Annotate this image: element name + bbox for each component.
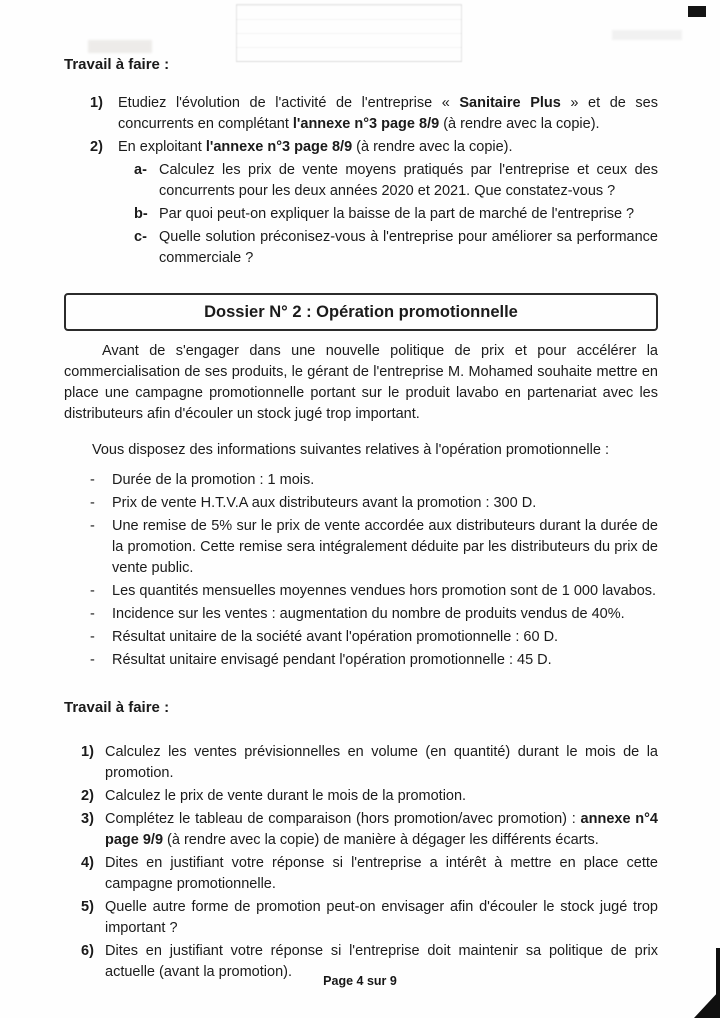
list-item — [90, 93, 658, 135]
list-item-text — [112, 627, 658, 648]
list-item-text — [105, 742, 658, 784]
list-item — [134, 227, 658, 269]
text-run: Par quoi peut-on expliquer la baisse de la part de marché de l'entreprise ? — [159, 206, 635, 222]
text-run: Quelle autre forme de promotion peut-on envisager afin d'écouler le stock jugé trop important ? — [105, 899, 658, 936]
list-item — [90, 650, 658, 671]
list-marker: 1) — [90, 95, 103, 111]
text-run: (à rendre avec la copie). — [352, 139, 513, 155]
list-item — [90, 516, 658, 579]
page-footer: Page 4 sur 9 — [323, 974, 397, 988]
dossier-2-title-box — [64, 293, 658, 331]
list-marker: - — [90, 495, 95, 511]
text-run: Durée de la promotion : 1 mois. — [112, 472, 315, 488]
list-item-text — [159, 160, 658, 202]
list-item-text — [112, 581, 658, 602]
text-run: Prix de vente H.T.V.A aux distributeurs avant la promotion : 300 D. — [112, 495, 537, 511]
text-run: Calculez le prix de vente durant le mois de la promotion. — [105, 788, 467, 804]
text-run: En exploitant — [118, 139, 206, 155]
text-run: Les quantités mensuelles moyennes vendues hors promotion sont de 1 000 lavabos. — [112, 583, 657, 599]
text-run: » et de ses concurrents en complétant — [118, 95, 658, 132]
text-run: annexe n°4 page 9/9 — [105, 811, 658, 848]
page-content — [64, 54, 658, 985]
list-marker: - — [90, 652, 95, 668]
list-marker: - — [90, 629, 95, 645]
list-item-text — [112, 604, 658, 625]
list-item — [90, 627, 658, 648]
text-run: Quelle solution préconisez-vous à l'entreprise pour améliorer sa performance commerciale ? — [159, 229, 658, 266]
text-run: Sanitaire Plus — [459, 95, 561, 111]
text-run: (à rendre avec la copie) de manière à dégager les différents écarts. — [163, 832, 599, 848]
list-marker: 5) — [81, 899, 94, 915]
list-item — [134, 204, 658, 225]
section-heading-travail-2: Travail à faire : — [64, 699, 170, 716]
list-item-text — [112, 650, 658, 671]
text-run: Dites en justifiant votre réponse si l'entreprise doit maintenir sa politique de prix actuelle (avant la promotion). — [105, 943, 658, 980]
scan-edge-mark — [688, 6, 706, 17]
list-item-text — [118, 93, 658, 135]
dossier-2-intro-paragraph: Avant de s'engager dans une nouvelle politique de prix et pour accélérer la commercialisation de ses produits, le gérant de l'entreprise M. Mohamed souhaite mettre en place une campagne promotionnelle portant sur le produit lavabo en partenariat avec les distributeurs afin d'écouler un stock jugé trop important. — [64, 343, 658, 422]
text-run: l'annexe n°3 page 8/9 — [292, 116, 440, 132]
list-item — [90, 137, 658, 158]
list-marker: - — [90, 472, 95, 488]
text-run: Etudiez l'évolution de l'activité de l'entreprise « — [118, 95, 460, 111]
promo-info-bullet-list — [90, 470, 658, 671]
text-run: Résultat unitaire envisagé pendant l'opération promotionnelle : 45 D. — [112, 652, 552, 668]
list-marker: 3) — [81, 811, 94, 827]
list-item-text — [105, 809, 658, 851]
list-item-text — [105, 853, 658, 895]
list-marker: - — [90, 518, 95, 534]
list-marker: c- — [134, 229, 147, 245]
list-item — [81, 897, 658, 939]
text-run: Calculez les prix de vente moyens pratiqués par l'entreprise et ceux des concurrents pour les deux années 2020 et 2021. Que constatez-vous ? — [159, 162, 658, 199]
dossier-2-title: Dossier N° 2 : Opération promotionnelle — [204, 303, 518, 321]
list-marker: b- — [134, 206, 148, 222]
list-item-text — [112, 470, 658, 491]
list-item — [90, 470, 658, 491]
list-item — [90, 604, 658, 625]
task-list-2 — [81, 742, 658, 983]
list-marker: - — [90, 583, 95, 599]
text-run: Incidence sur les ventes : augmentation du nombre de produits vendus de 40%. — [112, 606, 625, 622]
list-item — [90, 581, 658, 602]
info-lead-paragraph: Vous disposez des informations suivantes relatives à l'opération promotionnelle : — [92, 442, 610, 458]
list-item-text — [118, 137, 658, 158]
list-item — [90, 493, 658, 514]
list-marker: 6) — [81, 943, 94, 959]
list-marker: 4) — [81, 855, 94, 871]
list-item — [81, 786, 658, 807]
list-item-text — [112, 493, 658, 514]
text-run: Résultat unitaire de la société avant l'opération promotionnelle : 60 D. — [112, 629, 559, 645]
text-run: (à rendre avec la copie). — [439, 116, 600, 132]
text-run: Une remise de 5% sur le prix de vente accordée aux distributeurs durant la durée de la promotion. Cette remise sera intégralement déduite par les distributeurs du prix de vente public. — [112, 518, 658, 576]
text-run: Complétez le tableau de comparaison (hors promotion/avec promotion) : — [105, 811, 581, 827]
list-marker: 2) — [81, 788, 94, 804]
list-item-text — [112, 516, 658, 579]
section-heading-travail-1: Travail à faire : — [64, 56, 170, 73]
list-marker: a- — [134, 162, 147, 178]
scan-bleedthrough-artifact — [88, 40, 152, 53]
text-run: Calculez les ventes prévisionnelles en volume (en quantité) durant le mois de la promotion. — [105, 744, 658, 781]
list-item — [81, 853, 658, 895]
text-run: l'annexe n°3 page 8/9 — [205, 139, 353, 155]
list-item-text — [159, 227, 658, 269]
task-list-1 — [90, 93, 658, 269]
list-marker: - — [90, 606, 95, 622]
list-marker: 2) — [90, 139, 103, 155]
list-item — [81, 809, 658, 851]
list-item-text — [105, 897, 658, 939]
list-item — [134, 160, 658, 202]
scan-bleedthrough-artifact — [612, 30, 682, 40]
list-item-text — [105, 786, 658, 807]
list-marker: 1) — [81, 744, 94, 760]
text-run: Dites en justifiant votre réponse si l'entreprise a intérêt à mettre en place cette campagne promotionnelle. — [105, 855, 658, 892]
list-item — [81, 742, 658, 784]
list-item-text — [159, 204, 658, 225]
